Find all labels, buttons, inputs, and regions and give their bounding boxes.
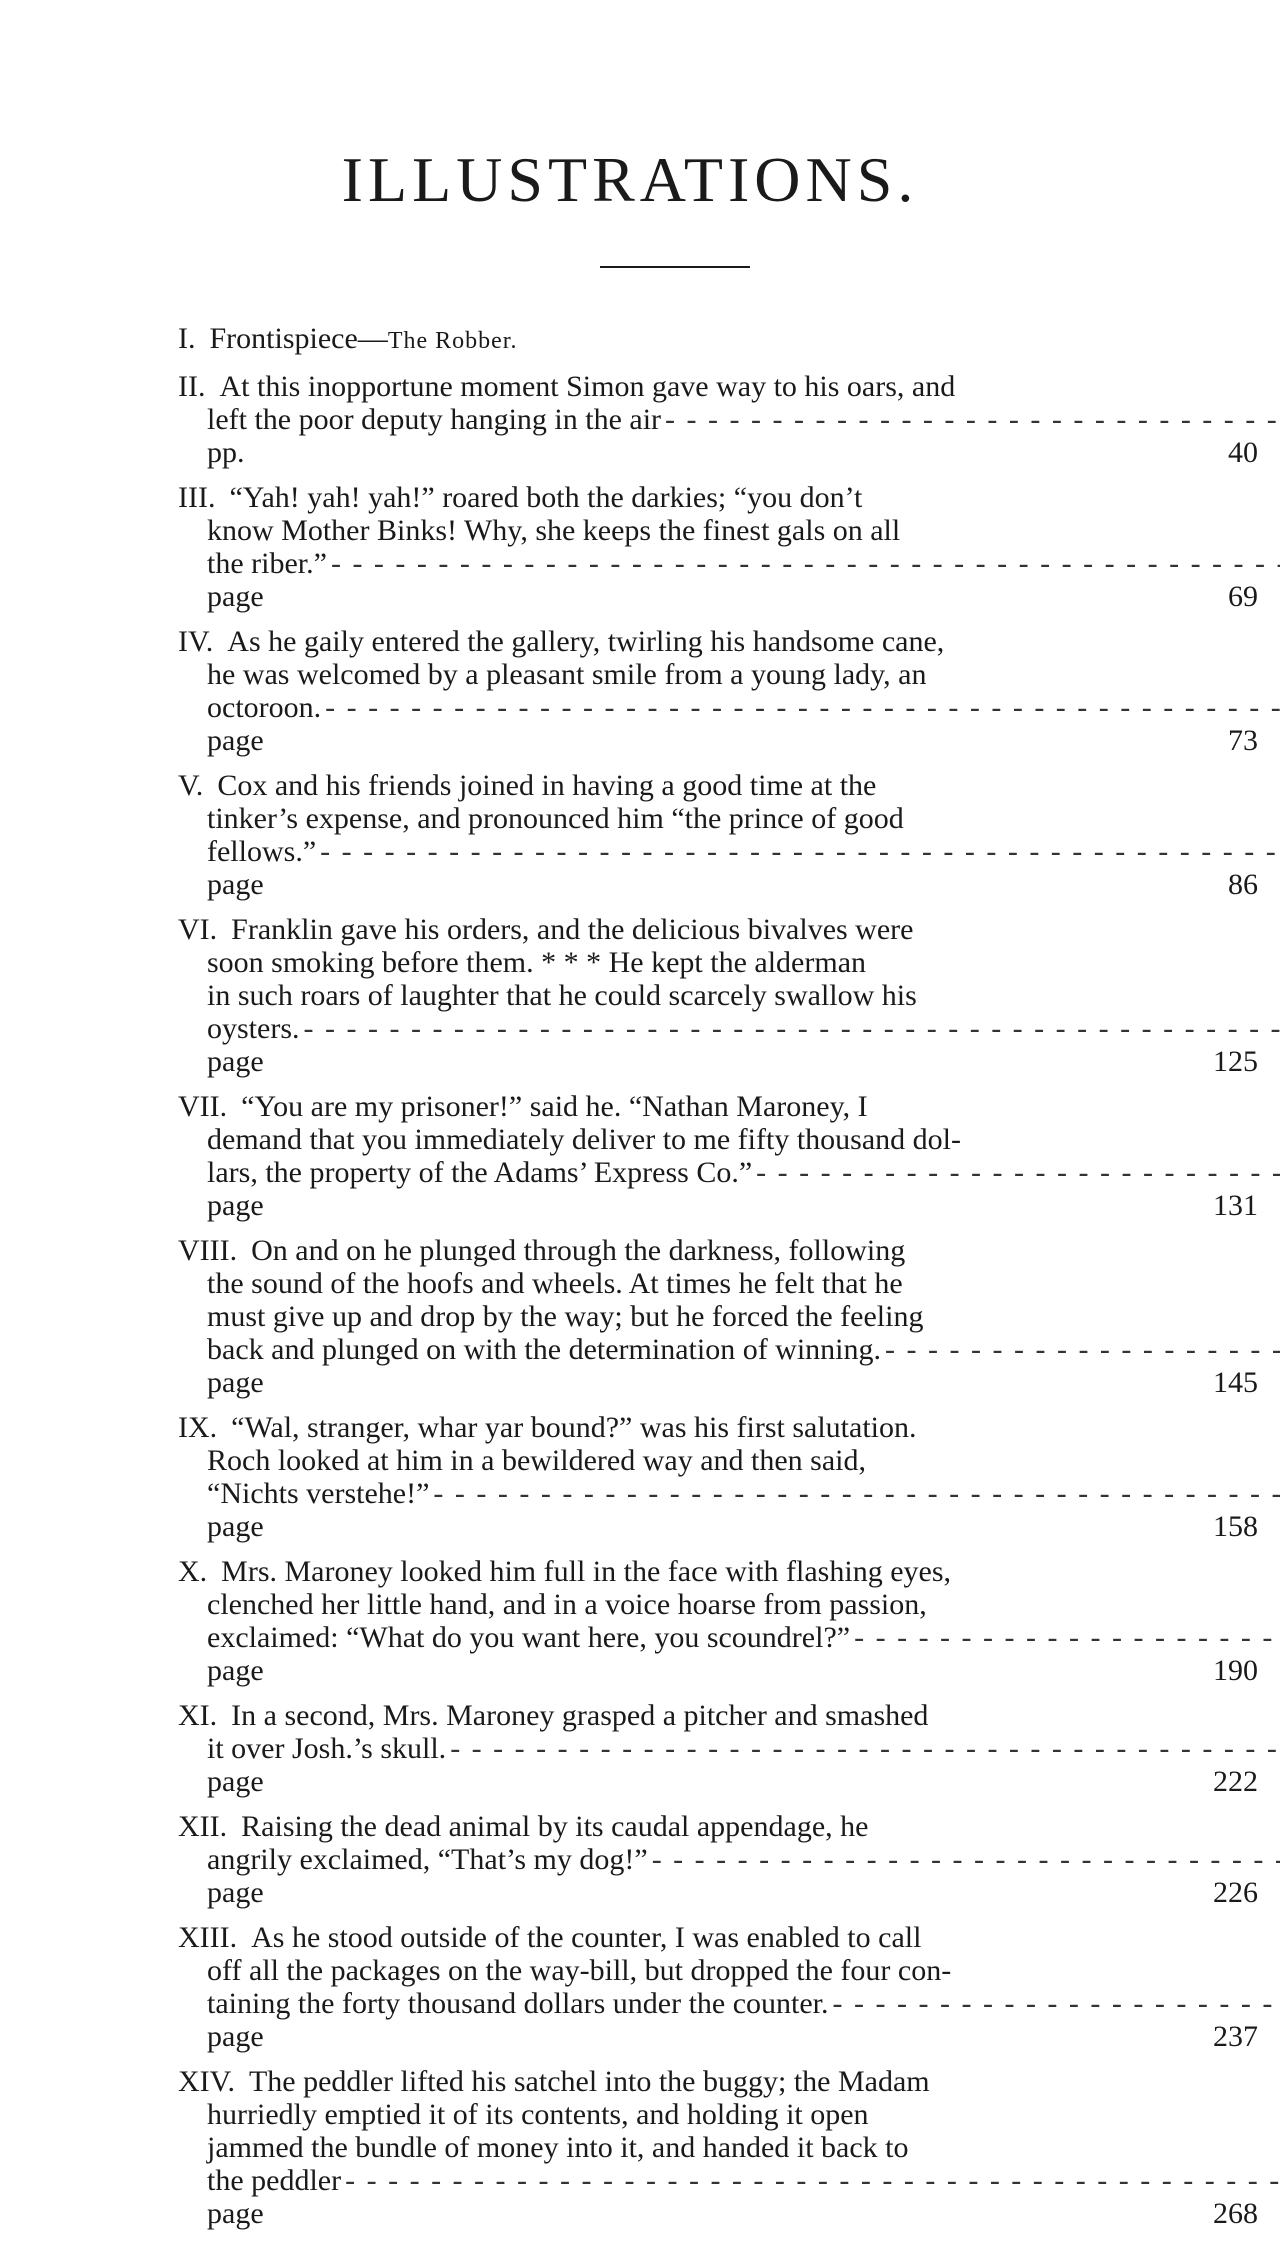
- entry-text: left the poor deputy hanging in the air: [207, 403, 661, 436]
- page-label: page: [207, 1510, 264, 1543]
- entry-caption: The Robber.: [388, 328, 518, 354]
- entry-text: As he gaily entered the gallery, twirling his handsome cane,: [227, 625, 944, 658]
- entry-line: [207, 1954, 1118, 1987]
- entry-line: [207, 979, 1118, 1012]
- entry-numeral: XIV.: [178, 2065, 235, 2098]
- illustration-entry: [178, 625, 1188, 757]
- page-number: 237: [1202, 2020, 1258, 2053]
- entry-line: [207, 1810, 1118, 1843]
- illustration-entry: [178, 370, 1188, 469]
- page-label: page: [207, 1366, 264, 1399]
- entry-numeral: X.: [178, 1555, 207, 1588]
- entry-text: Mrs. Maroney looked him full in the face with flashing eyes,: [221, 1555, 951, 1588]
- entry-text: angrily exclaimed, “That’s my dog!”: [207, 1843, 648, 1876]
- entry-text: oysters.: [207, 1012, 300, 1045]
- entry-text: the peddler: [207, 2164, 341, 2197]
- entry-last-line: [207, 691, 1118, 757]
- entry-text: demand that you immediately deliver to me fifty thousand dol-: [207, 1123, 961, 1156]
- illustration-entry: [178, 2065, 1188, 2230]
- entry-numeral: VI.: [178, 913, 217, 946]
- dot-leader: [665, 403, 1280, 436]
- dot-leader: [833, 1987, 1280, 2020]
- entry-text: hurriedly emptied it of its contents, and holding it open: [207, 2098, 869, 2131]
- entry-line: [207, 2065, 1118, 2098]
- entry-last-line: [207, 1477, 1118, 1543]
- illustration-entry: [178, 1921, 1188, 2053]
- entry-text: fellows.”: [207, 835, 316, 868]
- entry-line: [207, 1234, 1118, 1267]
- entry-text: “You are my prisoner!” said he. “Nathan Maroney, I: [241, 1090, 867, 1123]
- illustration-entry: [178, 913, 1188, 1078]
- entry-line: [207, 1090, 1118, 1123]
- entry-line: [207, 1444, 1118, 1477]
- illustration-entry: [178, 481, 1188, 613]
- dot-leader: [854, 1621, 1280, 1654]
- page-number: 222: [1202, 1765, 1258, 1798]
- dot-leader: [345, 2164, 1280, 2197]
- illustration-entry: [178, 1810, 1188, 1909]
- entry-numeral: IX.: [178, 1411, 217, 1444]
- entry-line: [207, 1300, 1118, 1333]
- entry-text: As he stood outside of the counter, I was enabled to call: [251, 1921, 921, 1954]
- entry-line: [207, 1411, 1118, 1444]
- entry-lead: Frontispiece—: [210, 322, 388, 355]
- entry-text: “Yah! yah! yah!” roared both the darkies; “you don’t: [229, 481, 862, 514]
- dot-leader: [756, 1156, 1280, 1189]
- page-label: page: [207, 1654, 264, 1687]
- entry-last-line: [207, 1987, 1118, 2053]
- entry-line: [207, 802, 1118, 835]
- entry-text: “Wal, stranger, whar yar bound?” was his first salutation.: [231, 1411, 916, 1444]
- page-number: 73: [1202, 724, 1258, 757]
- page-label: page: [207, 2020, 264, 2053]
- dot-leader: [885, 1333, 1280, 1366]
- page-number: 158: [1202, 1510, 1258, 1543]
- entry-last-line: [207, 1621, 1118, 1687]
- page-label: page: [207, 1189, 264, 1222]
- entry-last-line: [207, 1333, 1118, 1399]
- entry-line: [207, 514, 1118, 547]
- page-label: page: [207, 1765, 264, 1798]
- illustration-entry: [178, 322, 1188, 358]
- entry-last-line: [207, 547, 1118, 613]
- entry-text: back and plunged on with the determination of winning.: [207, 1333, 881, 1366]
- page-label: page: [207, 1045, 264, 1078]
- entry-line: [207, 1921, 1118, 1954]
- entry-line: [207, 769, 1118, 802]
- entry-text: the riber.”: [207, 547, 327, 580]
- dot-leader: [331, 547, 1280, 580]
- entry-last-line: [207, 1732, 1118, 1798]
- entry-text: lars, the property of the Adams’ Express Co.”: [207, 1156, 752, 1189]
- entry-line: [207, 2098, 1118, 2131]
- dot-leader: [320, 835, 1280, 868]
- entry-numeral: II.: [178, 370, 205, 403]
- dot-leader: [652, 1843, 1280, 1876]
- entry-numeral: XIII.: [178, 1921, 237, 1954]
- entry-text: in such roars of laughter that he could scarcely swallow his: [207, 979, 917, 1012]
- entry-last-line: [207, 1843, 1118, 1909]
- entry-last-line: [207, 403, 1118, 469]
- entry-text: know Mother Binks! Why, she keeps the finest gals on all: [207, 514, 900, 547]
- entry-text: must give up and drop by the way; but he forced the feeling: [207, 1300, 923, 1333]
- title-rule: [600, 266, 750, 268]
- entry-line: [207, 625, 1118, 658]
- dot-leader: [433, 1477, 1280, 1510]
- entry-text: The peddler lifted his satchel into the buggy; the Madam: [249, 2065, 930, 2098]
- page-label: pp.: [207, 436, 245, 469]
- entry-line: [207, 1555, 1118, 1588]
- entry-text: Roch looked at him in a bewildered way and then said,: [207, 1444, 866, 1477]
- entry-numeral: V.: [178, 769, 203, 802]
- entry-text: jammed the bundle of money into it, and handed it back to: [207, 2131, 909, 2164]
- entry-text: exclaimed: “What do you want here, you scoundrel?”: [207, 1621, 850, 1654]
- entry-line: [207, 658, 1118, 691]
- entry-text: On and on he plunged through the darkness, following: [251, 1234, 905, 1267]
- entry-text: it over Josh.’s skull.: [207, 1732, 446, 1765]
- entry-numeral: XI.: [178, 1699, 217, 1732]
- page-label: page: [207, 1876, 264, 1909]
- entry-text: In a second, Mrs. Maroney grasped a pitcher and smashed: [231, 1699, 928, 1732]
- entry-line: [207, 946, 1118, 979]
- page-number: 86: [1202, 868, 1258, 901]
- page-label: page: [207, 2197, 264, 2230]
- entry-line: [207, 2131, 1118, 2164]
- entry-text: Raising the dead animal by its caudal appendage, he: [241, 1810, 868, 1843]
- entry-text: clenched her little hand, and in a voice hoarse from passion,: [207, 1588, 927, 1621]
- entry-text: octoroon.: [207, 691, 321, 724]
- page-number: 226: [1202, 1876, 1258, 1909]
- page-number: 145: [1202, 1366, 1258, 1399]
- entry-text: Cox and his friends joined in having a good time at the: [217, 769, 876, 802]
- entry-text: he was welcomed by a pleasant smile from a young lady, an: [207, 658, 927, 691]
- dot-leader: [325, 691, 1280, 724]
- entry-numeral: III.: [178, 481, 215, 514]
- illustration-entry: [178, 1234, 1188, 1399]
- entry-numeral: VII.: [178, 1090, 227, 1123]
- entry-line: [207, 1123, 1118, 1156]
- page-number: 125: [1202, 1045, 1258, 1078]
- entry-line: [207, 1588, 1118, 1621]
- illustration-entry: [178, 1090, 1188, 1222]
- entry-text: “Nichts verstehe!”: [207, 1477, 429, 1510]
- illustrations-list: [178, 322, 1188, 2242]
- entry-line: [207, 913, 1118, 946]
- entry-text: Franklin gave his orders, and the delicious bivalves were: [231, 913, 913, 946]
- entry-numeral: IV.: [178, 625, 213, 658]
- entry-numeral: I.: [178, 322, 196, 355]
- entry-text: tinker’s expense, and pronounced him “the prince of good: [207, 802, 904, 835]
- page-number: 268: [1202, 2197, 1258, 2230]
- entry-text: soon smoking before them. * * * He kept the alderman: [207, 946, 866, 979]
- illustration-entry: [178, 769, 1188, 901]
- entry-numeral: VIII.: [178, 1234, 237, 1267]
- page-title: ILLUSTRATIONS.: [0, 148, 1260, 212]
- entry-line: [207, 322, 1118, 358]
- entry-text: off all the packages on the way-bill, but dropped the four con-: [207, 1954, 951, 1987]
- illustration-entry: [178, 1555, 1188, 1687]
- entry-last-line: [207, 1156, 1118, 1222]
- entry-last-line: [207, 2164, 1118, 2230]
- page-number: 69: [1202, 580, 1258, 613]
- entry-line: [207, 1699, 1118, 1732]
- entry-last-line: [207, 1012, 1118, 1078]
- page-number: 40: [1202, 436, 1258, 469]
- dot-leader: [450, 1732, 1280, 1765]
- page-number: 131: [1202, 1189, 1258, 1222]
- entry-text: taining the forty thousand dollars under the counter.: [207, 1987, 829, 2020]
- entry-last-line: [207, 835, 1118, 901]
- illustration-entry: [178, 1411, 1188, 1543]
- page-label: page: [207, 580, 264, 613]
- entry-line: [207, 1267, 1118, 1300]
- entry-text: the sound of the hoofs and wheels. At times he felt that he: [207, 1267, 903, 1300]
- entry-line: [207, 481, 1118, 514]
- page-label: page: [207, 868, 264, 901]
- illustration-entry: [178, 1699, 1188, 1798]
- page-number: 190: [1202, 1654, 1258, 1687]
- entry-line: [207, 370, 1118, 403]
- page-label: page: [207, 724, 264, 757]
- dot-leader: [304, 1012, 1280, 1045]
- entry-text: At this inopportune moment Simon gave way to his oars, and: [219, 370, 955, 403]
- entry-numeral: XII.: [178, 1810, 227, 1843]
